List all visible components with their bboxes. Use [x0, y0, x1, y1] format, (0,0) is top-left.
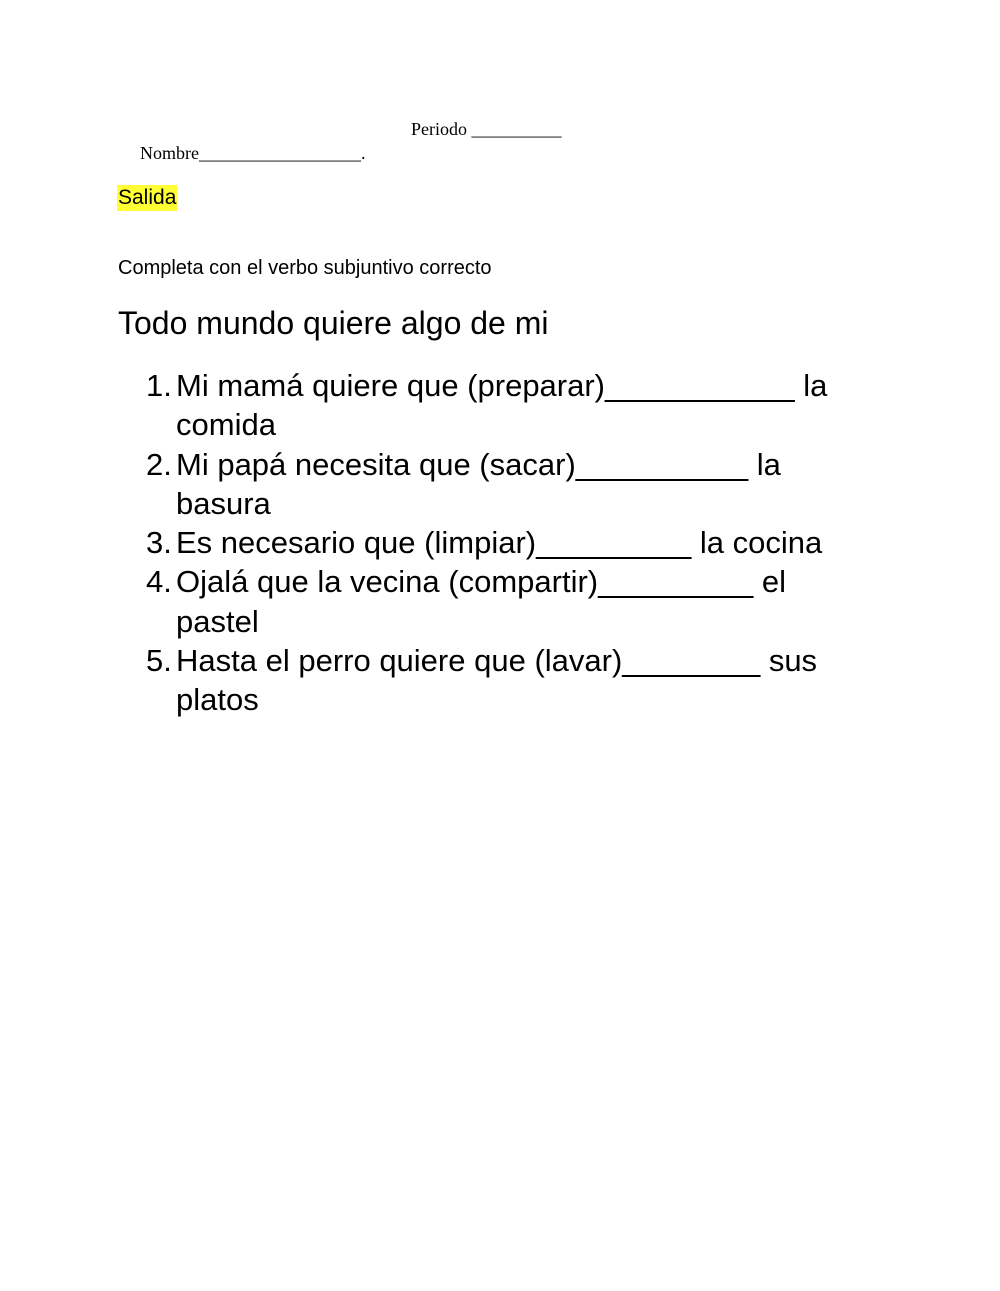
item-text: Mi papá necesita que (sacar)__________ la basura	[176, 446, 781, 521]
item-text: Ojalá que la vecina (compartir)_________ el pastel	[176, 564, 787, 639]
item-number: 5.	[146, 643, 172, 679]
exercise-item-5	[146, 641, 876, 720]
salida-label: Salida	[118, 186, 177, 209]
exercise-item-3	[146, 523, 876, 562]
item-number: 3.	[146, 525, 172, 561]
exercise-item-1	[146, 366, 876, 445]
item-number: 4.	[146, 564, 172, 600]
periodo-field: Periodo __________	[411, 119, 562, 139]
worksheet-title: Todo mundo quiere algo de mi	[118, 305, 549, 341]
item-text: Mi mamá quiere que (preparar)___________ la comida	[176, 368, 828, 443]
exercise-item-2	[146, 445, 876, 524]
item-text: Hasta el perro quiere que (lavar)________ sus platos	[176, 643, 818, 718]
exercise-item-4	[146, 562, 876, 641]
nombre-field: Nombre__________________.	[140, 143, 366, 163]
item-number: 1.	[146, 368, 172, 403]
item-number: 2.	[146, 446, 172, 482]
instructions-text: Completa con el verbo subjuntivo correcto	[118, 257, 492, 279]
item-text: Es necesario que (limpiar)_________ la cocina	[176, 525, 823, 561]
exercise-list	[146, 366, 876, 720]
